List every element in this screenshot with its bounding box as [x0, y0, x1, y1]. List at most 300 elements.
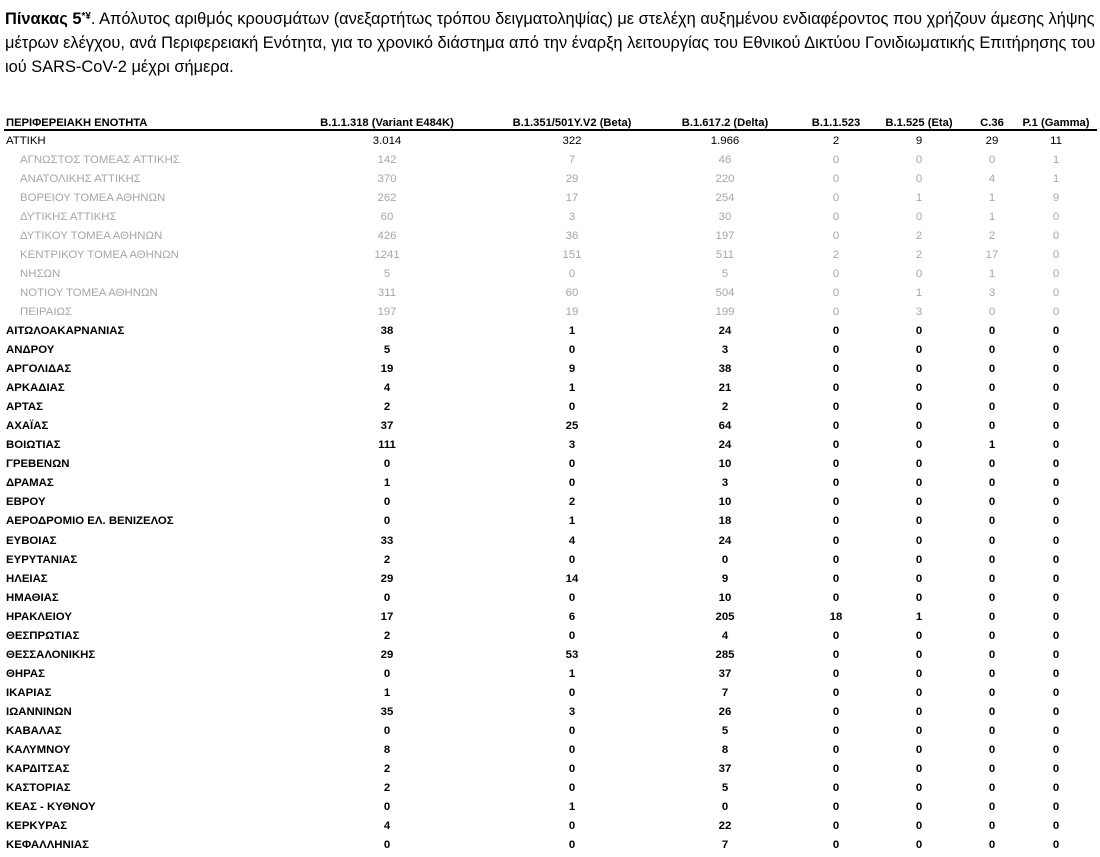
b11318-count: 142 [377, 153, 397, 166]
c36-count: 0 [988, 515, 996, 528]
b11523-count: 0 [832, 820, 840, 833]
table-label: Πίνακας 5 [5, 10, 82, 28]
gamma-count: 1 [1052, 153, 1060, 166]
region-name: ΠΕΙΡΑΙΩΣ [20, 305, 73, 318]
b11523-count: 0 [832, 305, 840, 318]
b11523-count: 0 [832, 344, 840, 357]
gamma-count: 0 [1052, 801, 1060, 814]
eta-count: 1 [915, 286, 923, 299]
beta-count: 6 [568, 610, 576, 623]
header-delta: B.1.617.2 (Delta) [647, 113, 803, 130]
region-name: ΕΥΡΥΤΑΝΙΑΣ [6, 553, 78, 566]
gamma-count: 0 [1052, 439, 1060, 452]
beta-count: 19 [565, 305, 579, 318]
table-row [4, 512, 1097, 531]
b11318-count: 2 [383, 763, 391, 776]
b11523-count: 0 [832, 534, 840, 547]
delta-count: 38 [718, 363, 732, 376]
b11523-count: 0 [832, 763, 840, 776]
region-name: ΕΒΡΟΥ [6, 496, 46, 509]
b11523-count: 0 [832, 591, 840, 604]
region-name: ΝΟΤΙΟΥ ΤΟΜΕΑ ΑΘΗΝΩΝ [20, 286, 158, 299]
eta-count: 0 [915, 420, 923, 433]
beta-count: 0 [568, 629, 576, 642]
beta-count: 1 [568, 324, 576, 337]
region-name: ΔΥΤΙΚΟΥ ΤΟΜΕΑ ΑΘΗΝΩΝ [20, 229, 163, 242]
beta-count: 0 [568, 724, 576, 737]
table-row [4, 188, 1097, 207]
table-row [4, 817, 1097, 836]
region-name: ΓΡΕΒΕΝΩΝ [6, 458, 70, 471]
eta-count: 0 [915, 763, 923, 776]
table-row [4, 493, 1097, 512]
table-row [4, 150, 1097, 169]
gamma-count: 0 [1052, 553, 1060, 566]
eta-count: 0 [915, 820, 923, 833]
header-row [4, 113, 1097, 130]
table-row [4, 626, 1097, 645]
b11523-count: 0 [832, 839, 840, 852]
eta-count: 0 [915, 686, 923, 699]
b11523-count: 0 [832, 458, 840, 471]
b11318-count: 38 [380, 324, 394, 337]
c36-count: 1 [988, 210, 996, 223]
beta-count: 322 [562, 134, 582, 147]
header-beta: B.1.351/501Y.V2 (Beta) [497, 113, 647, 130]
table-row [4, 417, 1097, 436]
c36-count: 0 [988, 686, 996, 699]
b11318-count: 311 [377, 286, 397, 299]
b11523-count: 0 [832, 191, 840, 204]
gamma-count: 0 [1052, 629, 1060, 642]
beta-count: 0 [568, 401, 576, 414]
b11318-count: 0 [383, 839, 391, 852]
b11318-count: 8 [383, 744, 391, 757]
delta-count: 22 [718, 820, 732, 833]
delta-count: 7 [721, 686, 729, 699]
c36-count: 0 [988, 420, 996, 433]
c36-count: 0 [988, 591, 996, 604]
b11318-count: 0 [383, 496, 391, 509]
c36-count: 0 [988, 496, 996, 509]
c36-count: 1 [988, 267, 996, 280]
table-row [4, 836, 1097, 855]
region-name: ΑΝΑΤΟΛΙΚΗΣ ΑΤΤΙΚΗΣ [20, 172, 141, 185]
gamma-count: 0 [1052, 763, 1060, 776]
table-row [4, 760, 1097, 779]
c36-count: 3 [988, 286, 996, 299]
b11523-count: 0 [832, 210, 840, 223]
table-row [4, 264, 1097, 283]
c36-count: 0 [988, 648, 996, 661]
region-name: ΙΚΑΡΙΑΣ [6, 686, 52, 699]
b11523-count: 0 [832, 572, 840, 585]
gamma-count: 0 [1052, 229, 1060, 242]
gamma-count: 0 [1052, 648, 1060, 661]
b11523-count: 2 [832, 248, 840, 261]
c36-count: 0 [988, 363, 996, 376]
region-name: ΚΕΦΑΛΛΗΝΙΑΣ [6, 839, 89, 852]
delta-count: 30 [718, 210, 732, 223]
c36-count: 4 [988, 172, 996, 185]
delta-count: 504 [715, 286, 735, 299]
c36-count: 0 [988, 782, 996, 795]
b11318-count: 29 [380, 572, 394, 585]
b11523-count: 0 [832, 324, 840, 337]
b11523-count: 0 [832, 172, 840, 185]
b11318-count: 4 [383, 820, 391, 833]
b11523-count: 0 [832, 782, 840, 795]
table-row [4, 207, 1097, 226]
c36-count: 17 [985, 248, 999, 261]
delta-count: 24 [718, 534, 732, 547]
gamma-count: 0 [1052, 744, 1060, 757]
b11523-count: 0 [832, 744, 840, 757]
region-name: ΕΥΒΟΙΑΣ [6, 534, 57, 547]
beta-count: 25 [565, 420, 579, 433]
table-row [4, 245, 1097, 264]
gamma-count: 0 [1052, 477, 1060, 490]
b11318-count: 0 [383, 667, 391, 680]
c36-count: 0 [988, 801, 996, 814]
b11523-count: 0 [832, 648, 840, 661]
table-row [4, 664, 1097, 683]
table-row [4, 360, 1097, 379]
c36-count: 0 [988, 667, 996, 680]
eta-count: 2 [915, 248, 923, 261]
c36-count: 0 [988, 458, 996, 471]
table-row [4, 588, 1097, 607]
b11523-count: 0 [832, 496, 840, 509]
table-row [4, 779, 1097, 798]
beta-count: 3 [568, 439, 576, 452]
region-name: ΗΡΑΚΛΕΙΟΥ [6, 610, 72, 623]
beta-count: 7 [568, 153, 576, 166]
b11318-count: 197 [377, 305, 397, 318]
b11523-count: 0 [832, 401, 840, 414]
eta-count: 2 [915, 229, 923, 242]
b11318-count: 5 [383, 344, 391, 357]
gamma-count: 0 [1052, 420, 1060, 433]
delta-count: 511 [715, 248, 735, 261]
header-eta: B.1.525 (Eta) [869, 113, 969, 130]
eta-count: 0 [915, 477, 923, 490]
table-row [4, 321, 1097, 340]
c36-count: 0 [988, 572, 996, 585]
c36-count: 0 [988, 324, 996, 337]
c36-count: 1 [988, 191, 996, 204]
beta-count: 0 [568, 591, 576, 604]
c36-count: 0 [988, 763, 996, 776]
eta-count: 0 [915, 401, 923, 414]
eta-count: 0 [915, 553, 923, 566]
delta-count: 285 [715, 648, 735, 661]
region-name: ΗΛΕΙΑΣ [6, 572, 48, 585]
eta-count: 0 [915, 667, 923, 680]
delta-count: 5 [721, 267, 729, 280]
region-name: ΔΡΑΜΑΣ [6, 477, 54, 490]
eta-count: 0 [915, 515, 923, 528]
eta-count: 0 [915, 629, 923, 642]
region-name: ΚΑΒΑΛΑΣ [6, 724, 62, 737]
b11318-count: 262 [377, 191, 397, 204]
eta-count: 0 [915, 382, 923, 395]
b11318-count: 19 [380, 363, 394, 376]
b11523-count: 0 [832, 439, 840, 452]
eta-count: 0 [915, 267, 923, 280]
delta-count: 3 [721, 344, 729, 357]
eta-count: 9 [915, 134, 923, 147]
delta-count: 5 [721, 782, 729, 795]
b11318-count: 5 [383, 267, 391, 280]
b11318-count: 426 [377, 229, 397, 242]
c36-count: 0 [988, 153, 996, 166]
region-name: ΝΗΣΩΝ [20, 267, 61, 280]
delta-count: 9 [721, 572, 729, 585]
table-row [4, 436, 1097, 455]
region-name: ΘΕΣΠΡΩΤΙΑΣ [6, 629, 80, 642]
beta-count: 4 [568, 534, 576, 547]
b11318-count: 0 [383, 458, 391, 471]
beta-count: 3 [568, 210, 576, 223]
gamma-count: 0 [1052, 458, 1060, 471]
eta-count: 0 [915, 705, 923, 718]
region-name: ΚΑΣΤΟΡΙΑΣ [6, 782, 71, 795]
table-row [4, 226, 1097, 245]
delta-count: 205 [715, 610, 735, 623]
eta-count: 0 [915, 439, 923, 452]
delta-count: 24 [718, 324, 732, 337]
header-b11318: B.1.1.318 (Variant E484K) [277, 113, 497, 130]
eta-count: 1 [915, 191, 923, 204]
table-row [4, 550, 1097, 569]
beta-count: 0 [568, 686, 576, 699]
eta-count: 0 [915, 324, 923, 337]
c36-count: 0 [988, 610, 996, 623]
beta-count: 0 [568, 820, 576, 833]
region-name: ΘΗΡΑΣ [6, 667, 45, 680]
gamma-count: 0 [1052, 724, 1060, 737]
gamma-count: 0 [1052, 839, 1060, 852]
c36-count: 29 [985, 134, 999, 147]
b11523-count: 2 [832, 134, 840, 147]
c36-count: 0 [988, 705, 996, 718]
gamma-count: 9 [1052, 191, 1060, 204]
beta-count: 2 [568, 496, 576, 509]
b11523-count: 0 [832, 801, 840, 814]
c36-count: 0 [988, 839, 996, 852]
beta-count: 29 [565, 172, 579, 185]
eta-count: 0 [915, 344, 923, 357]
header-c36: C.36 [969, 113, 1015, 130]
table-row [4, 531, 1097, 550]
gamma-count: 1 [1052, 172, 1060, 185]
delta-count: 10 [718, 458, 732, 471]
delta-count: 5 [721, 724, 729, 737]
b11523-count: 0 [832, 724, 840, 737]
b11523-count: 0 [832, 515, 840, 528]
c36-count: 0 [988, 382, 996, 395]
beta-count: 151 [562, 248, 582, 261]
table-row [4, 398, 1097, 417]
b11318-count: 33 [380, 534, 394, 547]
eta-count: 0 [915, 782, 923, 795]
table-row [4, 283, 1097, 302]
b11318-count: 1241 [374, 248, 400, 261]
eta-count: 0 [915, 496, 923, 509]
table-row [4, 569, 1097, 588]
table-row [4, 379, 1097, 398]
b11318-count: 2 [383, 401, 391, 414]
gamma-count: 0 [1052, 382, 1060, 395]
table-row [4, 607, 1097, 626]
region-name: ΑΧΑΪΑΣ [6, 420, 49, 433]
gamma-count: 0 [1052, 782, 1060, 795]
b11523-count: 18 [829, 610, 843, 623]
table-row [4, 683, 1097, 702]
eta-count: 0 [915, 591, 923, 604]
b11318-count: 0 [383, 801, 391, 814]
region-name: ΙΩΑΝΝΙΝΩΝ [6, 705, 72, 718]
beta-count: 0 [568, 839, 576, 852]
region-name: ΚΑΛΥΜΝΟΥ [6, 744, 71, 757]
gamma-count: 0 [1052, 363, 1060, 376]
eta-count: 0 [915, 458, 923, 471]
c36-count: 0 [988, 534, 996, 547]
delta-count: 46 [718, 153, 732, 166]
beta-count: 0 [568, 553, 576, 566]
region-name: ΑΓΝΩΣΤΟΣ ΤΟΜΕΑΣ ΑΤΤΙΚΗΣ [20, 153, 180, 166]
region-name: ΚΕΑΣ - ΚΥΘΝΟΥ [6, 801, 96, 814]
region-name: ΔΥΤΙΚΗΣ ΑΤΤΙΚΗΣ [20, 210, 117, 223]
variants-table [4, 113, 1097, 855]
delta-count: 4 [721, 629, 729, 642]
c36-count: 0 [988, 820, 996, 833]
gamma-count: 0 [1052, 496, 1060, 509]
gamma-count: 0 [1052, 667, 1060, 680]
c36-count: 0 [988, 553, 996, 566]
region-name: ΒΟΡΕΙΟΥ ΤΟΜΕΑ ΑΘΗΝΩΝ [20, 191, 166, 204]
beta-count: 14 [565, 572, 579, 585]
eta-count: 0 [915, 724, 923, 737]
c36-count: 0 [988, 724, 996, 737]
b11318-count: 2 [383, 629, 391, 642]
region-name: ΑΕΡΟΔΡΟΜΙΟ ΕΛ. ΒΕΝΙΖΕΛΟΣ [6, 515, 174, 528]
gamma-count: 11 [1050, 134, 1062, 147]
b11318-count: 2 [383, 782, 391, 795]
b11318-count: 1 [383, 477, 391, 490]
eta-count: 0 [915, 172, 923, 185]
table-row [4, 721, 1097, 740]
beta-count: 0 [568, 477, 576, 490]
b11318-count: 0 [383, 724, 391, 737]
b11318-count: 370 [377, 172, 397, 185]
b11318-count: 60 [380, 210, 394, 223]
header-region: ΠΕΡΙΦΕΡΕΙΑΚΗ ΕΝΟΤΗΤΑ [4, 113, 277, 130]
c36-count: 0 [988, 305, 996, 318]
b11318-count: 0 [383, 591, 391, 604]
b11523-count: 0 [832, 705, 840, 718]
eta-count: 0 [915, 363, 923, 376]
table-body [4, 130, 1097, 855]
c36-count: 0 [988, 477, 996, 490]
eta-count: 0 [915, 744, 923, 757]
eta-count: 0 [915, 801, 923, 814]
b11318-count: 2 [383, 553, 391, 566]
delta-count: 21 [718, 382, 732, 395]
delta-count: 199 [715, 305, 735, 318]
b11523-count: 0 [832, 667, 840, 680]
table-row [4, 474, 1097, 493]
delta-count: 0 [721, 553, 729, 566]
b11523-count: 0 [832, 153, 840, 166]
delta-count: 254 [715, 191, 735, 204]
table-row [4, 130, 1097, 150]
delta-count: 18 [718, 515, 732, 528]
table-row [4, 455, 1097, 474]
delta-count: 8 [721, 744, 729, 757]
region-name: ΑΡΤΑΣ [6, 401, 43, 414]
b11523-count: 0 [832, 363, 840, 376]
gamma-count: 0 [1052, 248, 1060, 261]
delta-count: 24 [718, 439, 732, 452]
table-row [4, 702, 1097, 721]
table-row [4, 798, 1097, 817]
beta-count: 0 [568, 763, 576, 776]
beta-count: 0 [568, 744, 576, 757]
delta-count: 37 [718, 667, 732, 680]
gamma-count: 0 [1052, 267, 1060, 280]
region-name: ΚΑΡΔΙΤΣΑΣ [6, 763, 70, 776]
b11523-count: 0 [832, 477, 840, 490]
c36-count: 0 [988, 401, 996, 414]
beta-count: 0 [568, 458, 576, 471]
gamma-count: 0 [1052, 820, 1060, 833]
eta-count: 0 [915, 534, 923, 547]
delta-count: 1.966 [710, 134, 740, 147]
eta-count: 1 [915, 610, 923, 623]
b11318-count: 35 [380, 705, 394, 718]
b11523-count: 0 [832, 229, 840, 242]
delta-count: 10 [718, 496, 732, 509]
region-name: ΚΕΝΤΡΙΚΟΥ ΤΟΜΕΑ ΑΘΗΝΩΝ [20, 248, 179, 261]
region-name: ΒΟΙΩΤΙΑΣ [6, 439, 61, 452]
table-row [4, 645, 1097, 664]
b11523-count: 0 [832, 420, 840, 433]
delta-count: 7 [721, 839, 729, 852]
gamma-count: 0 [1052, 344, 1060, 357]
region-name: ΑΙΤΩΛΟΑΚΑΡΝΑΝΙΑΣ [6, 324, 125, 337]
beta-count: 1 [568, 667, 576, 680]
gamma-count: 0 [1052, 305, 1060, 318]
table-row [4, 169, 1097, 188]
gamma-count: 0 [1052, 401, 1060, 414]
b11523-count: 0 [832, 629, 840, 642]
c36-count: 2 [988, 229, 996, 242]
region-name: ΑΤΤΙΚΗ [6, 134, 46, 147]
delta-count: 2 [721, 401, 729, 414]
region-name: ΑΝΔΡΟΥ [6, 344, 55, 357]
beta-count: 1 [568, 801, 576, 814]
beta-count: 36 [565, 229, 579, 242]
b11318-count: 3.014 [372, 134, 402, 147]
b11318-count: 37 [380, 420, 394, 433]
table-row [4, 302, 1097, 321]
beta-count: 60 [565, 286, 579, 299]
table-row [4, 341, 1097, 360]
beta-count: 3 [568, 705, 576, 718]
delta-count: 26 [718, 705, 732, 718]
